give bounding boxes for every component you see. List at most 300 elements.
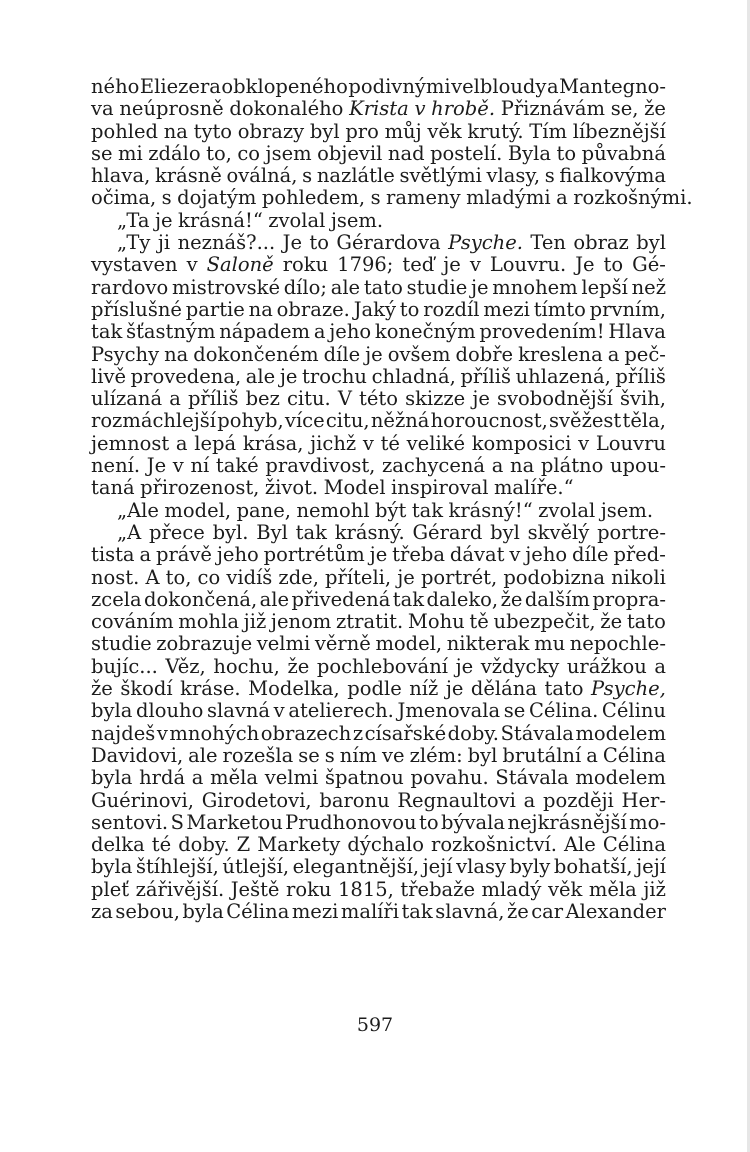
text-line (91, 165, 666, 187)
word: dlouho (136, 699, 204, 723)
word: pleť (91, 877, 130, 901)
text-line (91, 254, 666, 276)
word: Byla (507, 141, 552, 165)
word: velbloudy (451, 75, 547, 98)
text-line (91, 186, 693, 210)
word: najdeš (91, 721, 156, 745)
word: elegantnější, (292, 855, 420, 879)
word: veliké (406, 431, 466, 455)
word: neúprosně (119, 97, 224, 121)
word: svěžest (549, 409, 622, 433)
word: krutý. (467, 119, 524, 143)
word: to, (206, 141, 232, 165)
word: a (175, 431, 188, 455)
word: tista (91, 543, 135, 567)
word: pohyb, (217, 409, 284, 433)
word: mnohem (492, 275, 578, 299)
word: pane, (236, 498, 291, 522)
word: portre- (597, 520, 666, 544)
word: konečným (374, 320, 476, 344)
word: mladými (466, 186, 551, 210)
word: věrně (314, 632, 371, 656)
word: vystaven (91, 253, 178, 277)
word: co (237, 141, 261, 165)
body-text (91, 75, 693, 923)
word: hlava, (91, 164, 151, 188)
word: se, (610, 97, 639, 121)
word: nejkrásnější (507, 810, 627, 834)
text-line (91, 567, 666, 589)
word: pravdivost, (265, 454, 376, 478)
word: model, (375, 632, 443, 656)
word: zde, (278, 565, 319, 589)
word: jeho (329, 320, 372, 344)
word: z (352, 721, 364, 745)
word: chladná, (371, 364, 456, 388)
word: pochlebování (316, 654, 448, 678)
word: v (273, 699, 285, 723)
word: něžná (370, 409, 430, 433)
word: hochu, (213, 654, 280, 678)
text-line (91, 299, 666, 321)
word: uhlazená, (515, 364, 611, 388)
word: roku (282, 253, 329, 277)
word: je (472, 387, 490, 411)
word: že (91, 677, 113, 701)
word: jenom (270, 610, 332, 634)
text-line (91, 745, 666, 767)
word: ovšem (387, 342, 451, 366)
word: Je (146, 454, 167, 478)
word: život. (264, 476, 319, 500)
word: na (164, 342, 189, 366)
word: je (369, 543, 388, 567)
word: malíři (340, 899, 399, 923)
word: ji (157, 231, 171, 255)
word: mistrovské (171, 275, 280, 299)
word: rozmáchlejší (91, 409, 216, 433)
word: tě (469, 610, 489, 634)
word: a (654, 654, 666, 678)
word: roku (286, 877, 332, 901)
word: vidíš (226, 565, 273, 589)
word: Věz, (165, 654, 206, 678)
word: Célina (226, 899, 290, 923)
word: provedena, (130, 364, 242, 388)
word: provedením! (479, 320, 605, 344)
word: Markety (257, 833, 341, 857)
word: je (455, 654, 474, 678)
word: že (600, 610, 623, 634)
word: na (248, 297, 273, 321)
word: portrét, (420, 565, 498, 589)
word: brutální (502, 743, 582, 767)
word: dávat (449, 543, 505, 567)
word: pohled (91, 119, 159, 143)
word: že (287, 654, 310, 678)
word: jeho (216, 543, 259, 567)
text-line (91, 98, 666, 120)
word: věk (547, 877, 583, 901)
word: dokonalého (229, 97, 344, 121)
word: horoucnost, (430, 409, 548, 433)
word: dojatým (177, 186, 257, 210)
text-line (91, 856, 666, 878)
text-line (91, 723, 666, 745)
word: nazlátle (316, 164, 395, 188)
word: dělána (470, 677, 537, 701)
word: Hlava (608, 320, 666, 344)
word: s (302, 164, 313, 188)
word: je (445, 677, 464, 701)
word: krásná!“ (178, 208, 263, 232)
word: postelí. (430, 141, 503, 165)
word: ale (245, 364, 276, 388)
word: byla (182, 899, 224, 923)
word: se (298, 743, 320, 767)
word: že (644, 97, 666, 121)
text-line (91, 321, 666, 343)
word: kráse. (180, 677, 241, 701)
word: kreslena (518, 342, 603, 366)
word: níž (409, 677, 439, 701)
word: před- (613, 543, 666, 567)
word: příliš (615, 364, 666, 388)
word: věk (427, 119, 462, 143)
text-line (91, 477, 666, 499)
word: a (546, 75, 559, 98)
word: a (607, 342, 620, 366)
word: sebou, (115, 899, 180, 923)
word: podivnými (348, 75, 451, 98)
word: s (324, 743, 335, 767)
word: té (151, 833, 172, 857)
word: citu, (325, 409, 370, 433)
word: krásný. (334, 520, 405, 544)
word: příliš (187, 387, 239, 411)
word: tato (544, 677, 584, 701)
word: zlém: (409, 743, 463, 767)
word: Marketou (186, 810, 283, 834)
word: se (503, 699, 526, 723)
word: v (469, 253, 481, 277)
word: Ten (530, 231, 566, 255)
text-line (91, 388, 666, 410)
word: baronu (319, 788, 390, 812)
word: nad (387, 141, 425, 165)
word: ale (259, 587, 290, 611)
word: Jaký (353, 297, 396, 321)
text-line (91, 611, 666, 633)
word: byly (509, 855, 551, 879)
word: díle (572, 543, 609, 567)
word: byl (490, 520, 520, 544)
word: objevil (317, 141, 383, 165)
text-line (91, 901, 666, 923)
word: slavná, (435, 899, 505, 923)
word: mu (534, 632, 566, 656)
word: krása, (242, 431, 304, 455)
word: ulízaná (91, 387, 163, 411)
word: nemohl (296, 498, 370, 522)
text-line (91, 121, 666, 143)
word: velmi (256, 632, 311, 656)
word: zobrazuje (156, 632, 253, 656)
text-line (91, 500, 666, 522)
word: v (362, 431, 374, 455)
word: Jmenovala (397, 699, 501, 723)
word: fialkovýma (559, 164, 666, 188)
word: pro (345, 119, 379, 143)
text-line (91, 589, 666, 611)
italic-word: v (414, 97, 426, 121)
word: té (380, 431, 400, 455)
word: Regnaultovi (397, 788, 516, 812)
word: Gérard (412, 520, 483, 544)
word: tímto (533, 297, 586, 321)
word: byla (91, 699, 133, 723)
word: bohatší, (553, 855, 633, 879)
word: inspiroval (391, 476, 489, 500)
word: jeho (525, 543, 568, 567)
word: daleko, (426, 587, 499, 611)
word: modelem (575, 721, 666, 745)
text-line (91, 767, 666, 789)
word: v (156, 721, 168, 745)
word: v (172, 454, 184, 478)
word: Stávala (500, 721, 574, 745)
word: slavná (206, 699, 271, 723)
word: je (470, 275, 489, 299)
word: Modelka, (248, 677, 340, 701)
word: sentovi. (91, 810, 169, 834)
word: Célinu (601, 699, 666, 723)
word: ní (190, 454, 210, 478)
word: „Ale (117, 498, 159, 522)
word: mohla (178, 610, 239, 634)
word: Her- (621, 788, 666, 812)
word: Z (236, 833, 251, 857)
word: císařské (364, 721, 447, 745)
word: v (578, 431, 590, 455)
word: Gérardova (336, 231, 441, 255)
word: ve (382, 743, 405, 767)
word: neznáš?... (177, 231, 276, 255)
word: urážkou (566, 654, 647, 678)
text-line (91, 633, 666, 655)
word: na (510, 454, 535, 478)
word: Je (282, 231, 302, 255)
word: propra- (592, 587, 666, 611)
word: a (169, 387, 181, 411)
word: Alexander (565, 899, 666, 923)
word: přivedená (291, 587, 391, 611)
word: jsem (265, 141, 312, 165)
word: a (313, 320, 326, 344)
text-line (91, 344, 666, 366)
word: je (154, 208, 173, 232)
text-line (91, 210, 666, 232)
word: těla, (622, 409, 666, 433)
word: než (631, 275, 666, 299)
word: co (197, 565, 221, 589)
word: a (191, 766, 204, 790)
word: obraz (573, 231, 629, 255)
word: můj (384, 119, 422, 143)
word: zvolal (538, 498, 596, 522)
word: Přiznávám (500, 97, 605, 121)
word: delka (91, 833, 145, 857)
word: Prudhonovou (285, 810, 417, 834)
word: a (586, 743, 598, 767)
text-line (91, 700, 666, 722)
text-line (91, 232, 666, 254)
word: že (506, 899, 529, 923)
word: zdálo (148, 141, 201, 165)
word: jsem. (330, 208, 384, 232)
word: partie (185, 297, 245, 321)
text-line (91, 812, 666, 834)
word: malíře.“ (493, 476, 574, 500)
text-line (91, 143, 666, 165)
word: mezi (483, 297, 530, 321)
word: Tím (529, 119, 568, 143)
word: ubezpečit, (493, 610, 596, 634)
word: Guérinovi, (91, 788, 194, 812)
word: doby. (178, 833, 230, 857)
text-line (91, 455, 666, 477)
word: líbeznější (572, 119, 666, 143)
word: Girodetovi, (201, 788, 312, 812)
word: S (170, 810, 184, 834)
word: očima, (91, 186, 157, 210)
word: teď (402, 253, 435, 277)
word: studie (406, 275, 468, 299)
word: světlými (399, 164, 482, 188)
word: jemnost (91, 431, 170, 455)
word: zachycená (382, 454, 486, 478)
text-line (91, 678, 666, 700)
text-line (91, 834, 666, 856)
word: ale (330, 275, 361, 299)
word: 1796; (337, 253, 394, 277)
text-line (91, 656, 666, 678)
word: jsem. (600, 498, 654, 522)
word: a (556, 186, 568, 210)
word: plátno (540, 454, 604, 478)
word: později (542, 788, 614, 812)
word: Gé- (632, 253, 666, 277)
word: tak (392, 587, 425, 611)
word: více (284, 409, 325, 433)
word: bujíc... (91, 654, 158, 678)
word: Je (575, 253, 595, 277)
word: obraze. (276, 297, 350, 321)
word: jichž (310, 431, 357, 455)
word: také (215, 454, 259, 478)
word: s (161, 186, 172, 210)
word: atelierech. (288, 699, 394, 723)
word: byl (636, 231, 666, 255)
word: rozešla (222, 743, 294, 767)
word: na (163, 119, 188, 143)
text-line (91, 277, 666, 299)
word: Psychy (91, 342, 160, 366)
word: byl (309, 119, 340, 143)
word: tak (401, 899, 433, 923)
word: Davidovi, (91, 743, 184, 767)
word: to, (165, 565, 192, 589)
word: rozdíl (423, 297, 480, 321)
word: byla (91, 766, 133, 790)
word: nepochle- (569, 632, 666, 656)
word: Célina (602, 743, 666, 767)
word: doby. (447, 721, 500, 745)
word: upou- (610, 454, 666, 478)
word: nikterak (446, 632, 530, 656)
word: „Ta (117, 208, 150, 232)
word: nikoli (611, 565, 666, 589)
word: Mantegno- (559, 75, 666, 98)
word: ztratit. (336, 610, 404, 634)
word: Célina. (528, 699, 599, 723)
word: podobizna (503, 565, 605, 589)
word: dílo; (283, 275, 327, 299)
word: právě (155, 543, 212, 567)
word: obrazech (260, 721, 352, 745)
word: Ale (563, 833, 596, 857)
word: vlasy, (486, 164, 541, 188)
word: skvělý (527, 520, 590, 544)
word: této (359, 387, 398, 411)
word: vždycky (480, 654, 560, 678)
italic-word: Psyche, (591, 677, 666, 701)
word: to (556, 141, 577, 165)
word: dalším (524, 587, 590, 611)
word: V (337, 387, 352, 411)
word: škodí (120, 677, 173, 701)
word: trochu (302, 364, 367, 388)
word: to (603, 253, 624, 277)
word: půvabná (581, 141, 666, 165)
word: Stávala (495, 766, 569, 790)
word: štíhlejší, (135, 855, 219, 879)
word: Model (323, 476, 386, 500)
word: příliš (460, 364, 511, 388)
word: mo- (629, 810, 666, 834)
word: Eliezera (139, 75, 221, 98)
word: Mohu (407, 610, 465, 634)
word: příslušné (91, 297, 182, 321)
word: 1815, (338, 877, 394, 901)
word: livě (91, 364, 127, 388)
word: švih, (619, 387, 666, 411)
text-line (91, 366, 666, 388)
word: a (139, 543, 152, 567)
word: obrazy (237, 119, 305, 143)
text-line (91, 522, 666, 544)
word: bez (245, 387, 280, 411)
word: oválná, (226, 164, 298, 188)
word: útlejší, (222, 855, 290, 879)
word: dokončená, (144, 587, 258, 611)
word: špatnou (324, 766, 404, 790)
word: dokončeném (193, 342, 319, 366)
text-line (91, 544, 666, 566)
word: modelem (575, 766, 666, 790)
word: díle (323, 342, 361, 366)
word: citu. (286, 387, 331, 411)
